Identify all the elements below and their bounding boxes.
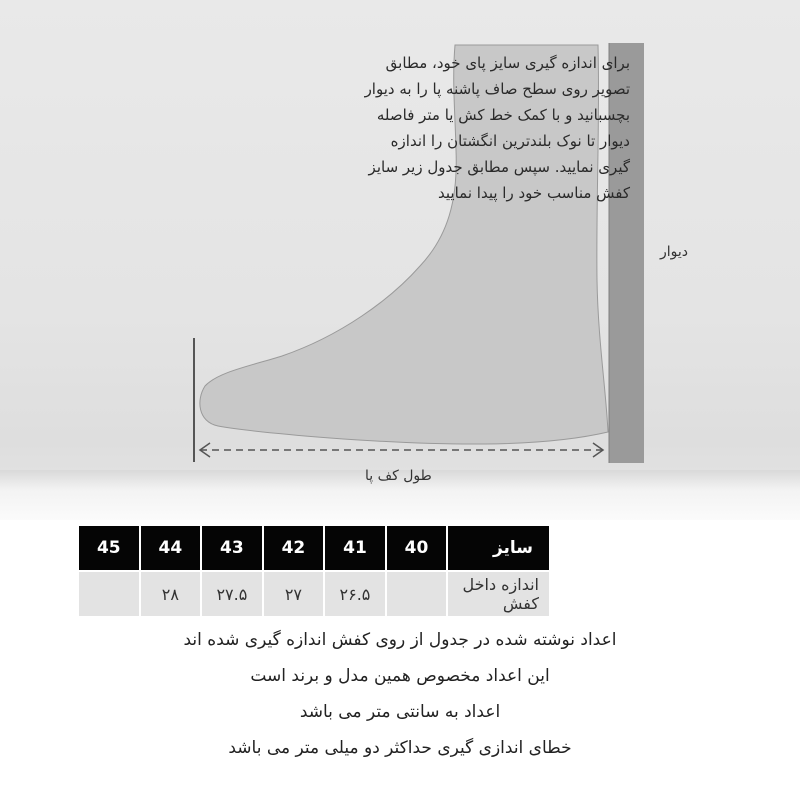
instruction-line: دیوار تا نوک بلندترین انگشتان را اندازه bbox=[390, 132, 630, 150]
instruction-line: گیری نمایید. سپس مطابق جدول زیر سایز bbox=[368, 158, 630, 176]
note-line: این اعداد مخصوص همین مدل و برند است bbox=[250, 666, 550, 686]
note-line: اعداد نوشته شده در جدول از روی کفش اندازه گیری شده اند bbox=[183, 630, 617, 650]
size-cell: 42 bbox=[264, 526, 324, 570]
size-cell: 43 bbox=[202, 526, 262, 570]
notes bbox=[0, 622, 800, 766]
length-cell: ۲۸ bbox=[141, 572, 201, 616]
instruction-line: بچسبانید و با کمک خط کش یا متر فاصله bbox=[376, 106, 630, 124]
size-header-row bbox=[79, 526, 549, 570]
length-cell: ۲۶.۵ bbox=[325, 572, 385, 616]
instruction-line: کفش مناسب خود را پیدا نمایید bbox=[438, 184, 630, 202]
note-line: اعداد به سانتی متر می باشد bbox=[299, 702, 501, 722]
foot-length-label: طول کف پا bbox=[365, 468, 432, 484]
size-cell: 40 bbox=[387, 526, 447, 570]
instruction-line: برای اندازه گیری سایز پای خود، مطابق bbox=[385, 54, 630, 72]
size-header-label: سایز bbox=[448, 526, 549, 570]
instruction-line: تصویر روی سطح صاف پاشنه پا را به دیوار bbox=[364, 80, 630, 98]
size-cell: 44 bbox=[141, 526, 201, 570]
wall-label: دیوار bbox=[660, 244, 689, 260]
length-cell: ۲۷.۵ bbox=[202, 572, 262, 616]
instructions-text bbox=[230, 50, 630, 206]
length-row-label: اندازه داخل کفش bbox=[448, 572, 549, 616]
length-cell: ۲۷ bbox=[264, 572, 324, 616]
size-table bbox=[77, 524, 551, 618]
length-row bbox=[79, 572, 549, 616]
size-cell: 41 bbox=[325, 526, 385, 570]
length-cell bbox=[79, 572, 139, 616]
length-cell bbox=[387, 572, 447, 616]
size-cell: 45 bbox=[79, 526, 139, 570]
note-line: خطای اندازی گیری حداکثر دو میلی متر می باشد bbox=[228, 738, 572, 758]
